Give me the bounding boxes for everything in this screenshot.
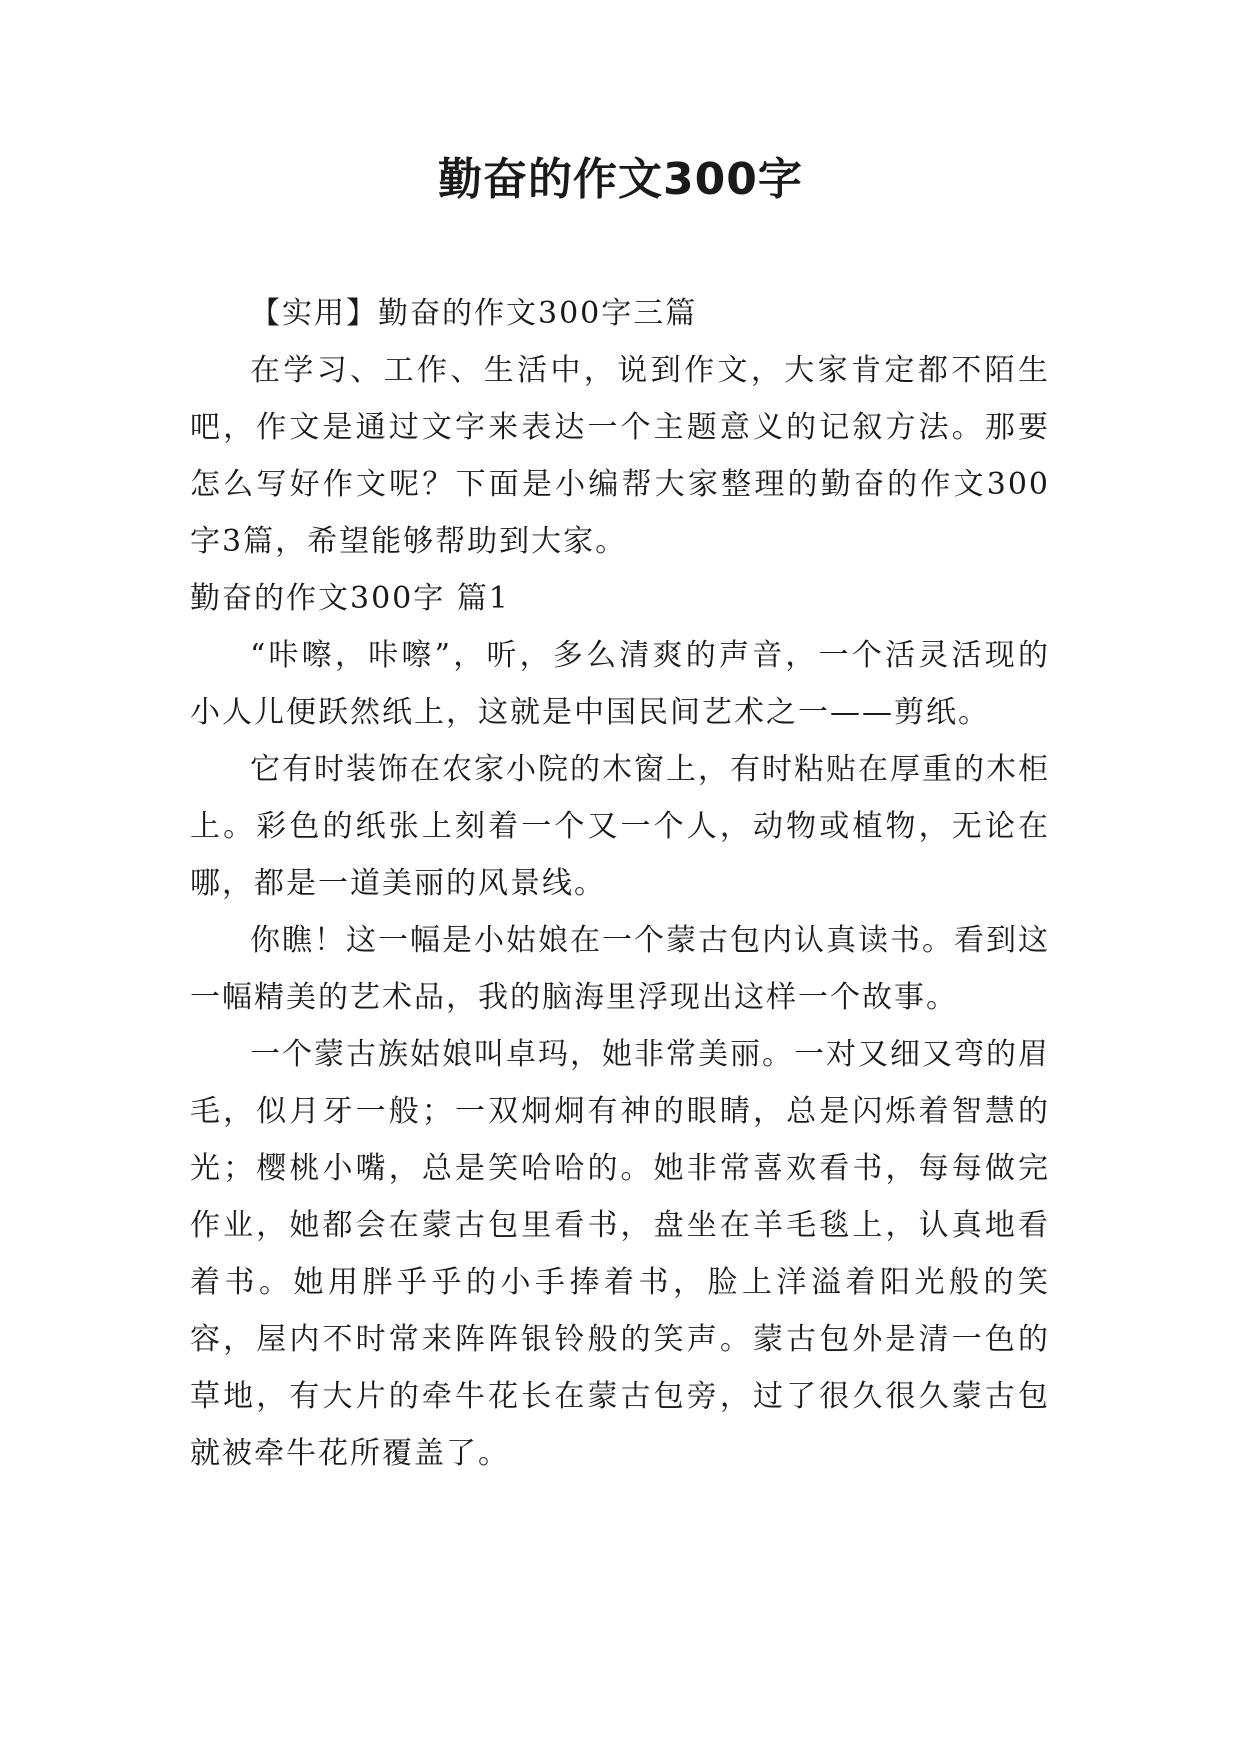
body-paragraph: 你瞧！这一幅是小姑娘在一个蒙古包内认真读书。看到这一幅精美的艺术品，我的脑海里浮现出这样一个故事。 — [190, 923, 1050, 1015]
body-paragraph: 一个蒙古族姑娘叫卓玛，她非常美丽。一对又细又弯的眉毛，似月牙一般；一双炯炯有神的眼睛，总是闪烁着智慧的光；樱桃小嘴，总是笑哈哈的。她非常喜欢看书，每每做完作业，她都会在蒙古包里看书，盘坐在羊毛毯上，认真地看着书。她用胖乎乎的小手捧着书，脸上洋溢着阳光般的笑容，屋内不时常来阵阵银铃般的笑声。蒙古包外是清一色的草地，有大片的牵牛花长在蒙古包旁，过了很久很久蒙古包就被牵牛花所覆盖了。 — [190, 1037, 1050, 1471]
document-subtitle: 【实用】勤奋的作文300字三篇 — [250, 296, 698, 331]
document-title: 勤奋的作文300字 — [438, 154, 803, 205]
intro-paragraph: 在学习、工作、生活中，说到作文，大家肯定都不陌生吧，作文是通过文字来表达一个主题意义的记叙方法。那要怎么写好作文呢？下面是小编帮大家整理的勤奋的作文300字3篇，希望能够帮助到大家。 — [190, 353, 1050, 559]
body-paragraph: 它有时装饰在农家小院的木窗上，有时粘贴在厚重的木柜上。彩色的纸张上刻着一个又一个人，动物或植物，无论在哪，都是一道美丽的风景线。 — [190, 752, 1050, 901]
body-paragraph: “咔嚓，咔嚓”，听，多么清爽的声音，一个活灵活现的小人儿便跃然纸上，这就是中国民间艺术之一——剪纸。 — [190, 638, 1050, 730]
section-heading: 勤奋的作文300字 篇1 — [190, 581, 510, 616]
document-body — [190, 285, 1050, 1482]
